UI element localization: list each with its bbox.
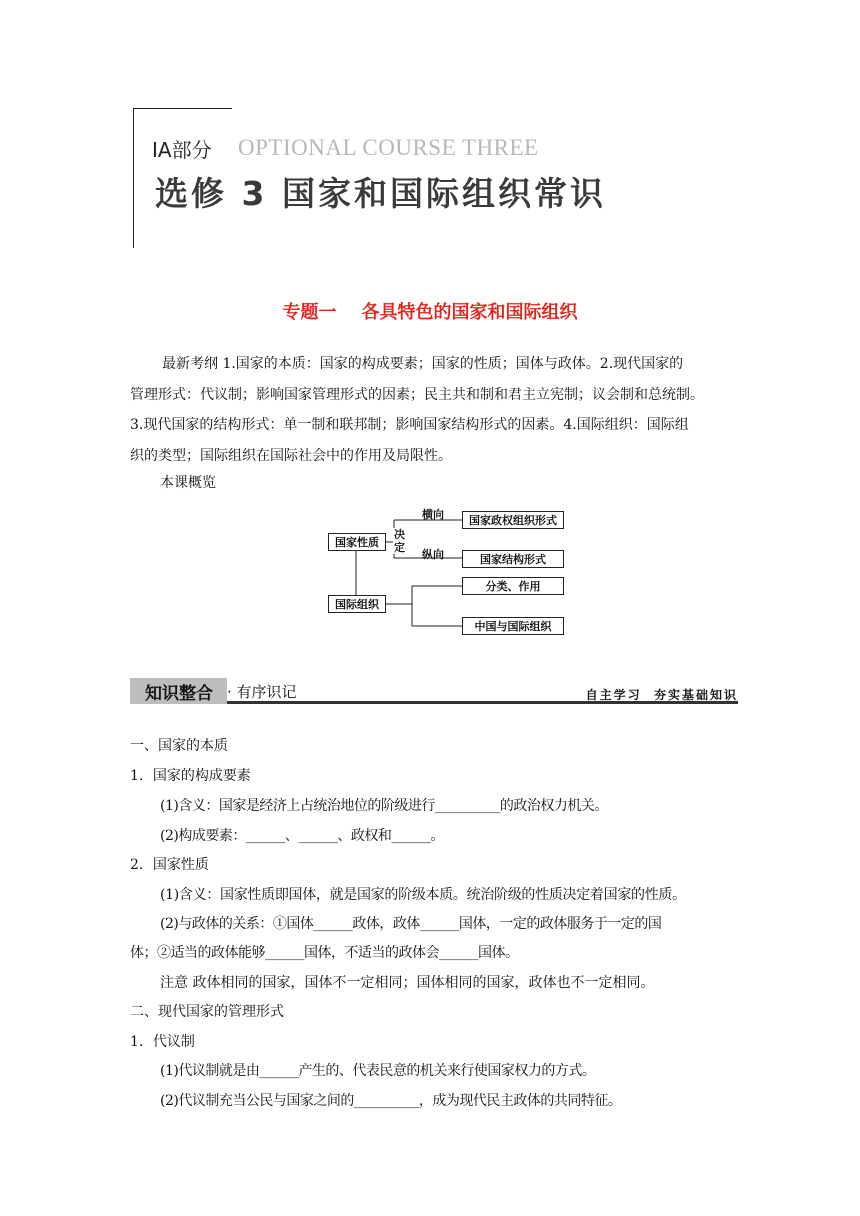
section-subtitle: · 有序识记 bbox=[227, 683, 297, 701]
content-line: 体；②适当的政体能够______国体，不适当的政体会______国体。 bbox=[130, 945, 519, 961]
node-state-nature: 国家性质 bbox=[328, 533, 386, 551]
heading-1: 一、国家的本质 bbox=[130, 738, 228, 754]
heading-2: 二、现代国家的管理形式 bbox=[130, 1004, 284, 1020]
content-line: (1)含义：国家性质即国体，就是国家的阶级本质。统治阶级的性质决定着国家的性质。 bbox=[160, 887, 686, 903]
section-title: 知识整合 bbox=[145, 684, 213, 704]
content-line: (2)代议制充当公民与国家之间的__________，成为现代民主政体的共同特征。 bbox=[160, 1093, 622, 1109]
node-structure-form: 国家结构形式 bbox=[462, 550, 564, 568]
syllabus-line: 管理形式：代议制；影响国家管理形式的因素；民主共和制和君主立宪制；议会制和总统制。 bbox=[130, 386, 704, 403]
node-classification: 分类、作用 bbox=[462, 577, 564, 595]
subheading: 1．国家的构成要素 bbox=[130, 768, 251, 784]
content-line: (1)含义：国家是经济上占统治地位的阶级进行__________的政治权力机关。 bbox=[160, 798, 608, 814]
node-international-org: 国际组织 bbox=[328, 595, 386, 613]
content-line: (2)构成要素：______、______、政权和______。 bbox=[160, 828, 444, 844]
topic-title: 专题一 各具特色的国家和国际组织 bbox=[282, 302, 578, 323]
syllabus-line: 最新考纲 1.国家的本质：国家的构成要素；国家的性质；国体与政体。2.现代国家的 bbox=[162, 356, 684, 372]
syllabus-line: 3.现代国家的结构形式：单一制和联邦制；影响国家结构形式的因素。4.国际组织：国际组 bbox=[130, 417, 689, 433]
course-english-title: OPTIONAL COURSE THREE bbox=[238, 135, 539, 160]
subheading: 2．国家性质 bbox=[130, 857, 209, 873]
overview-diagram bbox=[326, 500, 566, 640]
syllabus-line: 织的类型；国际组织在国际社会中的作用及局限性。 bbox=[130, 447, 452, 464]
note-line: 注意 政体相同的国家，国体不一定相同；国体相同的国家，政体也不一定相同。 bbox=[160, 975, 655, 991]
label-vertical: 纵向 bbox=[422, 548, 444, 561]
label-horizontal: 横向 bbox=[422, 508, 444, 521]
overview-label: 本课概览 bbox=[160, 475, 216, 491]
part-label: ⅠA部分 bbox=[152, 138, 212, 162]
content-line: (1)代议制就是由______产生的、代表民意的机关来行使国家权力的方式。 bbox=[160, 1063, 596, 1079]
subheading: 1．代议制 bbox=[130, 1034, 195, 1050]
node-china-intl: 中国与国际组织 bbox=[462, 617, 564, 635]
node-regime-form: 国家政权组织形式 bbox=[462, 511, 564, 529]
section-tagline: 自主学习 夯实基础知识 bbox=[585, 688, 738, 702]
book-title: 选修 3 国家和国际组织常识 bbox=[155, 174, 606, 213]
content-line: (2)与政体的关系：①国体______政体，政体______国体，一定的政体服务于一定的国 bbox=[160, 916, 662, 932]
label-decide: 决 定 bbox=[394, 528, 405, 554]
syllabus-paragraph bbox=[130, 349, 730, 471]
